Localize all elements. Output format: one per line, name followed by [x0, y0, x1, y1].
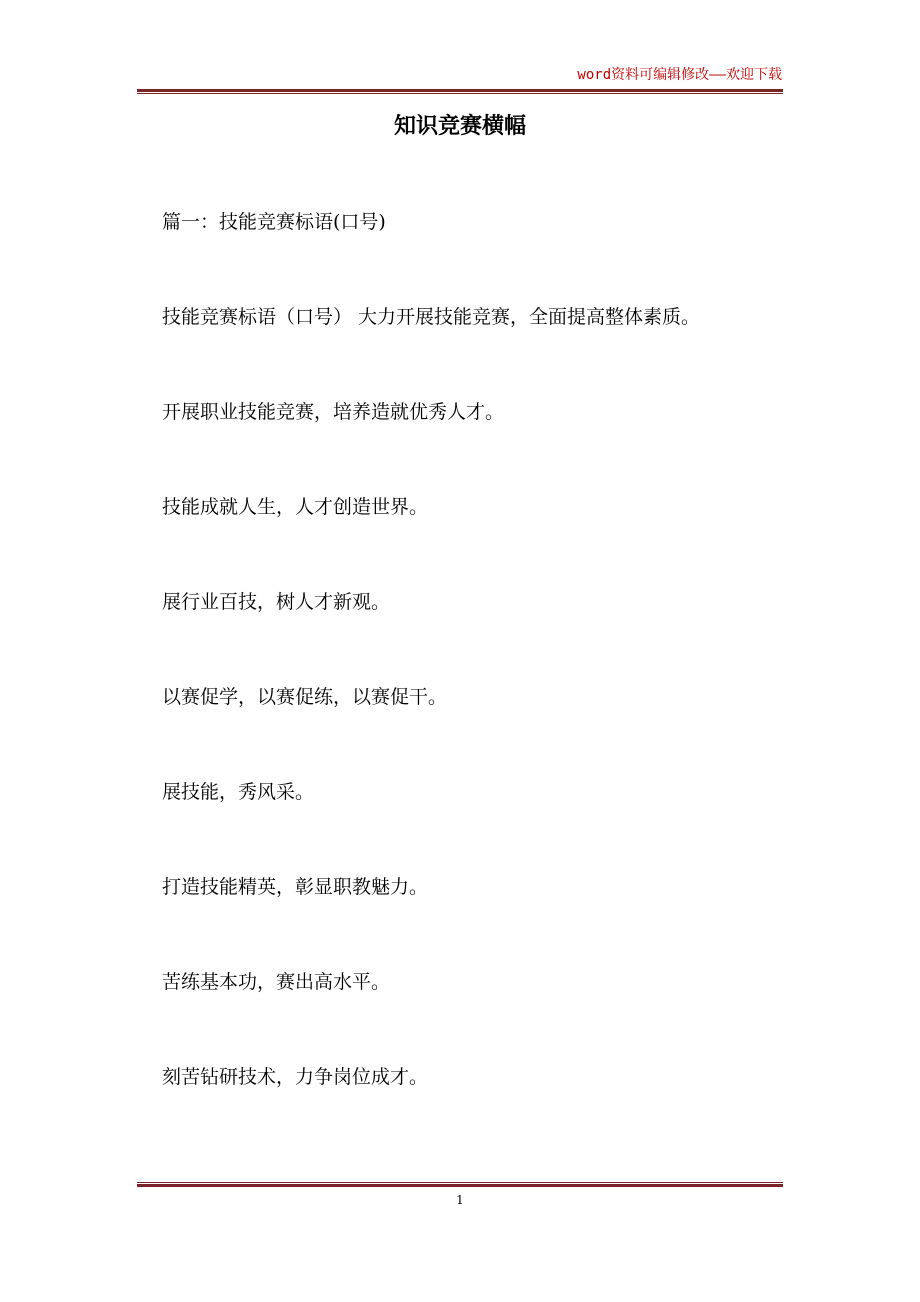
paragraph: 开展职业技能竞赛，培养造就优秀人才。: [162, 401, 505, 423]
footer-rule: [137, 1182, 783, 1188]
paragraph: 技能竞赛标语（口号） 大力开展技能竞赛，全面提高整体素质。: [162, 306, 701, 328]
paragraph: 篇一：技能竞赛标语(口号): [162, 211, 386, 233]
page-number: 1: [456, 1193, 464, 1207]
paragraph: 以赛促学，以赛促练，以赛促干。: [162, 686, 448, 708]
paragraph: 展行业百技，树人才新观。: [162, 591, 391, 613]
paragraph: 技能成就人生，人才创造世界。: [162, 496, 429, 518]
document-title: 知识竞赛横幅: [393, 114, 526, 139]
paragraph: 打造技能精英，彰显职教魅力。: [162, 876, 429, 898]
document-body: [162, 206, 802, 1156]
header-note: word资料可编辑修改——欢迎下载: [577, 67, 782, 83]
paragraph: 刻苦钻研技术，力争岗位成才。: [162, 1066, 429, 1088]
header-rule: [137, 89, 783, 95]
paragraph: 展技能，秀风采。: [162, 781, 315, 803]
paragraph: 苦练基本功，赛出高水平。: [162, 971, 391, 993]
